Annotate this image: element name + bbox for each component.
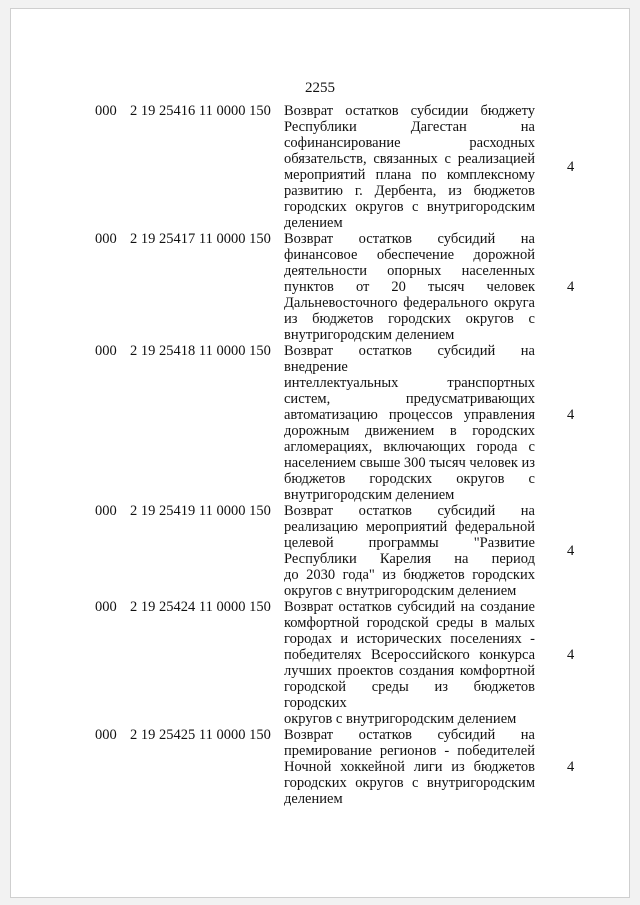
budget-code-table [0, 103, 640, 807]
description-line: внутригородским делением [284, 327, 455, 343]
standard-value: 4 [567, 543, 575, 559]
description-line: деятельности опорных населенных [284, 263, 535, 279]
description-line: населением свыше 300 тысяч человек из [284, 455, 535, 471]
description-line: развитию г. Дербента, из бюджетов [284, 183, 535, 199]
description-line: из бюджетов городских округов с [284, 311, 535, 327]
description-line: финансовое обеспечение дорожной [284, 247, 535, 263]
budget-classification-code: 2 19 25418 11 0000 150 [130, 343, 271, 359]
description-line: мероприятий плана по комплексному [284, 167, 535, 183]
description-line: до 2030 года" из бюджетов городских [284, 567, 535, 583]
description-line: интеллектуальных транспортных [284, 375, 535, 391]
admin-code: 000 [95, 231, 117, 247]
description-line: городских округов с внутригородским [284, 199, 535, 215]
revenue-description [284, 503, 535, 599]
description-line: округов с внутригородским делением [284, 583, 517, 599]
admin-code: 000 [95, 343, 117, 359]
table-row [0, 727, 640, 807]
description-line: систем, предусматривающих [284, 391, 535, 407]
standard-value: 4 [567, 279, 575, 295]
description-line: Возврат остатков субсидий на внедрение [284, 343, 535, 375]
admin-code: 000 [95, 103, 117, 119]
description-line: агломерациях, включающих города с [284, 439, 535, 455]
description-line: Республики Карелия на период [284, 551, 535, 567]
budget-classification-code: 2 19 25424 11 0000 150 [130, 599, 271, 615]
page-number: 2255 [305, 80, 335, 96]
description-line: Возврат остатков субсидий на [284, 503, 535, 519]
description-line: делением [284, 215, 343, 231]
budget-classification-code: 2 19 25425 11 0000 150 [130, 727, 271, 743]
description-line: округов с внутригородским делением [284, 711, 517, 727]
admin-code: 000 [95, 727, 117, 743]
description-line: Ночной хоккейной лиги из бюджетов [284, 759, 535, 775]
description-line: реализацию мероприятий федеральной [284, 519, 535, 535]
description-line: Возврат остатков субсидий на [284, 727, 535, 743]
table-row [0, 343, 640, 503]
admin-code: 000 [95, 503, 117, 519]
standard-value: 4 [567, 759, 575, 775]
description-line: делением [284, 791, 343, 807]
description-line: победителях Всероссийского конкурса [284, 647, 535, 663]
table-row [0, 599, 640, 727]
budget-classification-code: 2 19 25417 11 0000 150 [130, 231, 271, 247]
revenue-description [284, 343, 535, 503]
standard-value: 4 [567, 647, 575, 663]
table-row [0, 103, 640, 231]
description-line: комфортной городской среды в малых [284, 615, 535, 631]
description-line: городах и исторических поселениях - [284, 631, 535, 647]
description-line: премирование регионов - победителей [284, 743, 535, 759]
description-line: пунктов от 20 тысяч человек [284, 279, 535, 295]
description-line: городской среды из бюджетов городских [284, 679, 535, 711]
description-line: дорожным движением в городских [284, 423, 535, 439]
standard-value: 4 [567, 407, 575, 423]
description-line: Возврат остатков субсидий на создание [284, 599, 535, 615]
revenue-description [284, 599, 535, 727]
budget-classification-code: 2 19 25416 11 0000 150 [130, 103, 271, 119]
description-line: целевой программы "Развитие [284, 535, 535, 551]
standard-value: 4 [567, 159, 575, 175]
budget-classification-code: 2 19 25419 11 0000 150 [130, 503, 271, 519]
description-line: Республики Дагестан на [284, 119, 535, 135]
description-line: городских округов с внутригородским [284, 775, 535, 791]
revenue-description [284, 231, 535, 343]
description-line: бюджетов городских округов с [284, 471, 535, 487]
description-line: Возврат остатков субсидий на [284, 231, 535, 247]
description-line: лучших проектов создания комфортной [284, 663, 535, 679]
description-line: автоматизацию процессов управления [284, 407, 535, 423]
description-line: внутригородским делением [284, 487, 455, 503]
table-row [0, 231, 640, 343]
description-line: обязательств, связанных с реализацией [284, 151, 535, 167]
revenue-description [284, 727, 535, 807]
description-line: софинансирование расходных [284, 135, 535, 151]
description-line: Возврат остатков субсидии бюджету [284, 103, 535, 119]
table-row [0, 503, 640, 599]
admin-code: 000 [95, 599, 117, 615]
revenue-description [284, 103, 535, 231]
description-line: Дальневосточного федерального округа [284, 295, 535, 311]
